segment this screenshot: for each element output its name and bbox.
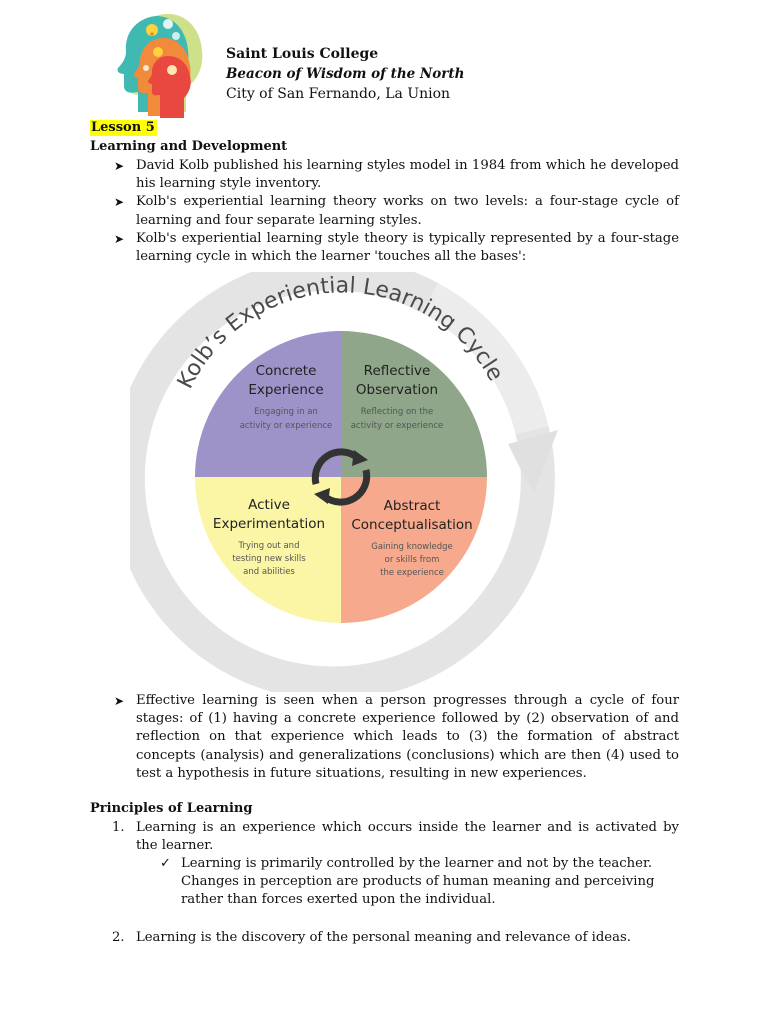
school-name: Saint Louis College <box>226 46 379 62</box>
checkmark-icon: ✓ <box>160 856 172 871</box>
quadrant-title: Abstract <box>383 498 441 514</box>
list-item <box>114 692 679 783</box>
quadrant-desc: the experience <box>380 568 444 578</box>
quadrant-title: Reflective <box>363 363 431 379</box>
quadrant-title: Experience <box>248 382 324 398</box>
principles-title: Principles of Learning <box>90 801 253 816</box>
intro-bullet-list <box>114 157 679 266</box>
principle-subitem <box>160 855 679 910</box>
lesson-title: Learning and Development <box>90 139 288 154</box>
bullet-text: Kolb's experiential learning theory works on two levels: a four-stage cycle of learning and four separate learning styles. <box>136 194 679 228</box>
bullet-text: Kolb's experiential learning style theory is typically represented by a four-stage learning cycle in which the learner 'touches all the bases': <box>136 230 679 265</box>
list-item <box>114 193 679 229</box>
item-number: 2. <box>112 930 125 945</box>
quadrant-title: Experimentation <box>212 516 326 532</box>
quadrant-title: Conceptualisation <box>351 517 473 533</box>
quadrant-desc: Reflecting on the <box>360 407 434 417</box>
bullet-text: Effective learning is seen when a person progresses through a cycle of four stages: of (1) having a concrete experience followed by (2) observation of and reflection on that experience which leads to (3) the formation of abstract concepts (analysis) and generalizations (conclusions) which are then (4) used to test a hypothesis in future situations, resulting in new experiences. <box>136 693 679 781</box>
quadrant-title: Concrete <box>255 363 317 379</box>
quadrant-title: Active <box>248 497 290 513</box>
arrow-bullet-icon: ➤ <box>114 195 125 210</box>
school-header <box>226 44 464 104</box>
summary-bullet-list <box>114 692 679 783</box>
subitem-text: Learning is primarily controlled by the learner and not by the teacher. Changes in perception are products of human meaning and perceiving rather than forces exerted upon the individual. <box>181 856 655 908</box>
arrow-bullet-icon: ➤ <box>114 694 125 708</box>
bullet-text: David Kolb published his learning styles model in 1984 from which he developed his learning style inventory. <box>136 158 679 192</box>
arrow-bullet-icon: ➤ <box>114 159 125 173</box>
diagram-title: Kolb’s Experiential Learning Cycle <box>172 273 508 393</box>
item-number: 1. <box>112 820 125 835</box>
quadrant-desc: activity or experience <box>350 421 444 431</box>
item-text: Learning is the discovery of the personal meaning and relevance of ideas. <box>136 930 631 945</box>
item-text: Learning is an experience which occurs inside the learner and is activated by the learner. <box>136 820 679 854</box>
kolb-cycle-diagram <box>130 272 570 692</box>
arrow-bullet-icon: ➤ <box>114 231 125 246</box>
college-logo-icon <box>106 8 218 120</box>
quadrant-desc: testing new skills <box>232 554 306 564</box>
school-city: City of San Fernando, La Union <box>226 86 451 102</box>
school-motto: Beacon of Wisdom of the North <box>226 66 465 82</box>
list-item <box>114 157 679 193</box>
list-item <box>114 230 679 266</box>
quadrant-desc: and abilities <box>243 567 295 577</box>
quadrant-desc: activity or experience <box>239 421 333 431</box>
quadrant-desc: Gaining knowledge <box>371 542 453 552</box>
quadrant-desc: or skills from <box>384 555 440 565</box>
principle-item-1 <box>112 819 679 855</box>
quadrant-desc: Engaging in an <box>254 407 318 417</box>
principle-item-2 <box>112 929 679 947</box>
lesson-tag: Lesson 5 <box>91 120 155 135</box>
quadrant-title: Observation <box>355 382 439 398</box>
quadrant-desc: Trying out and <box>238 541 300 551</box>
